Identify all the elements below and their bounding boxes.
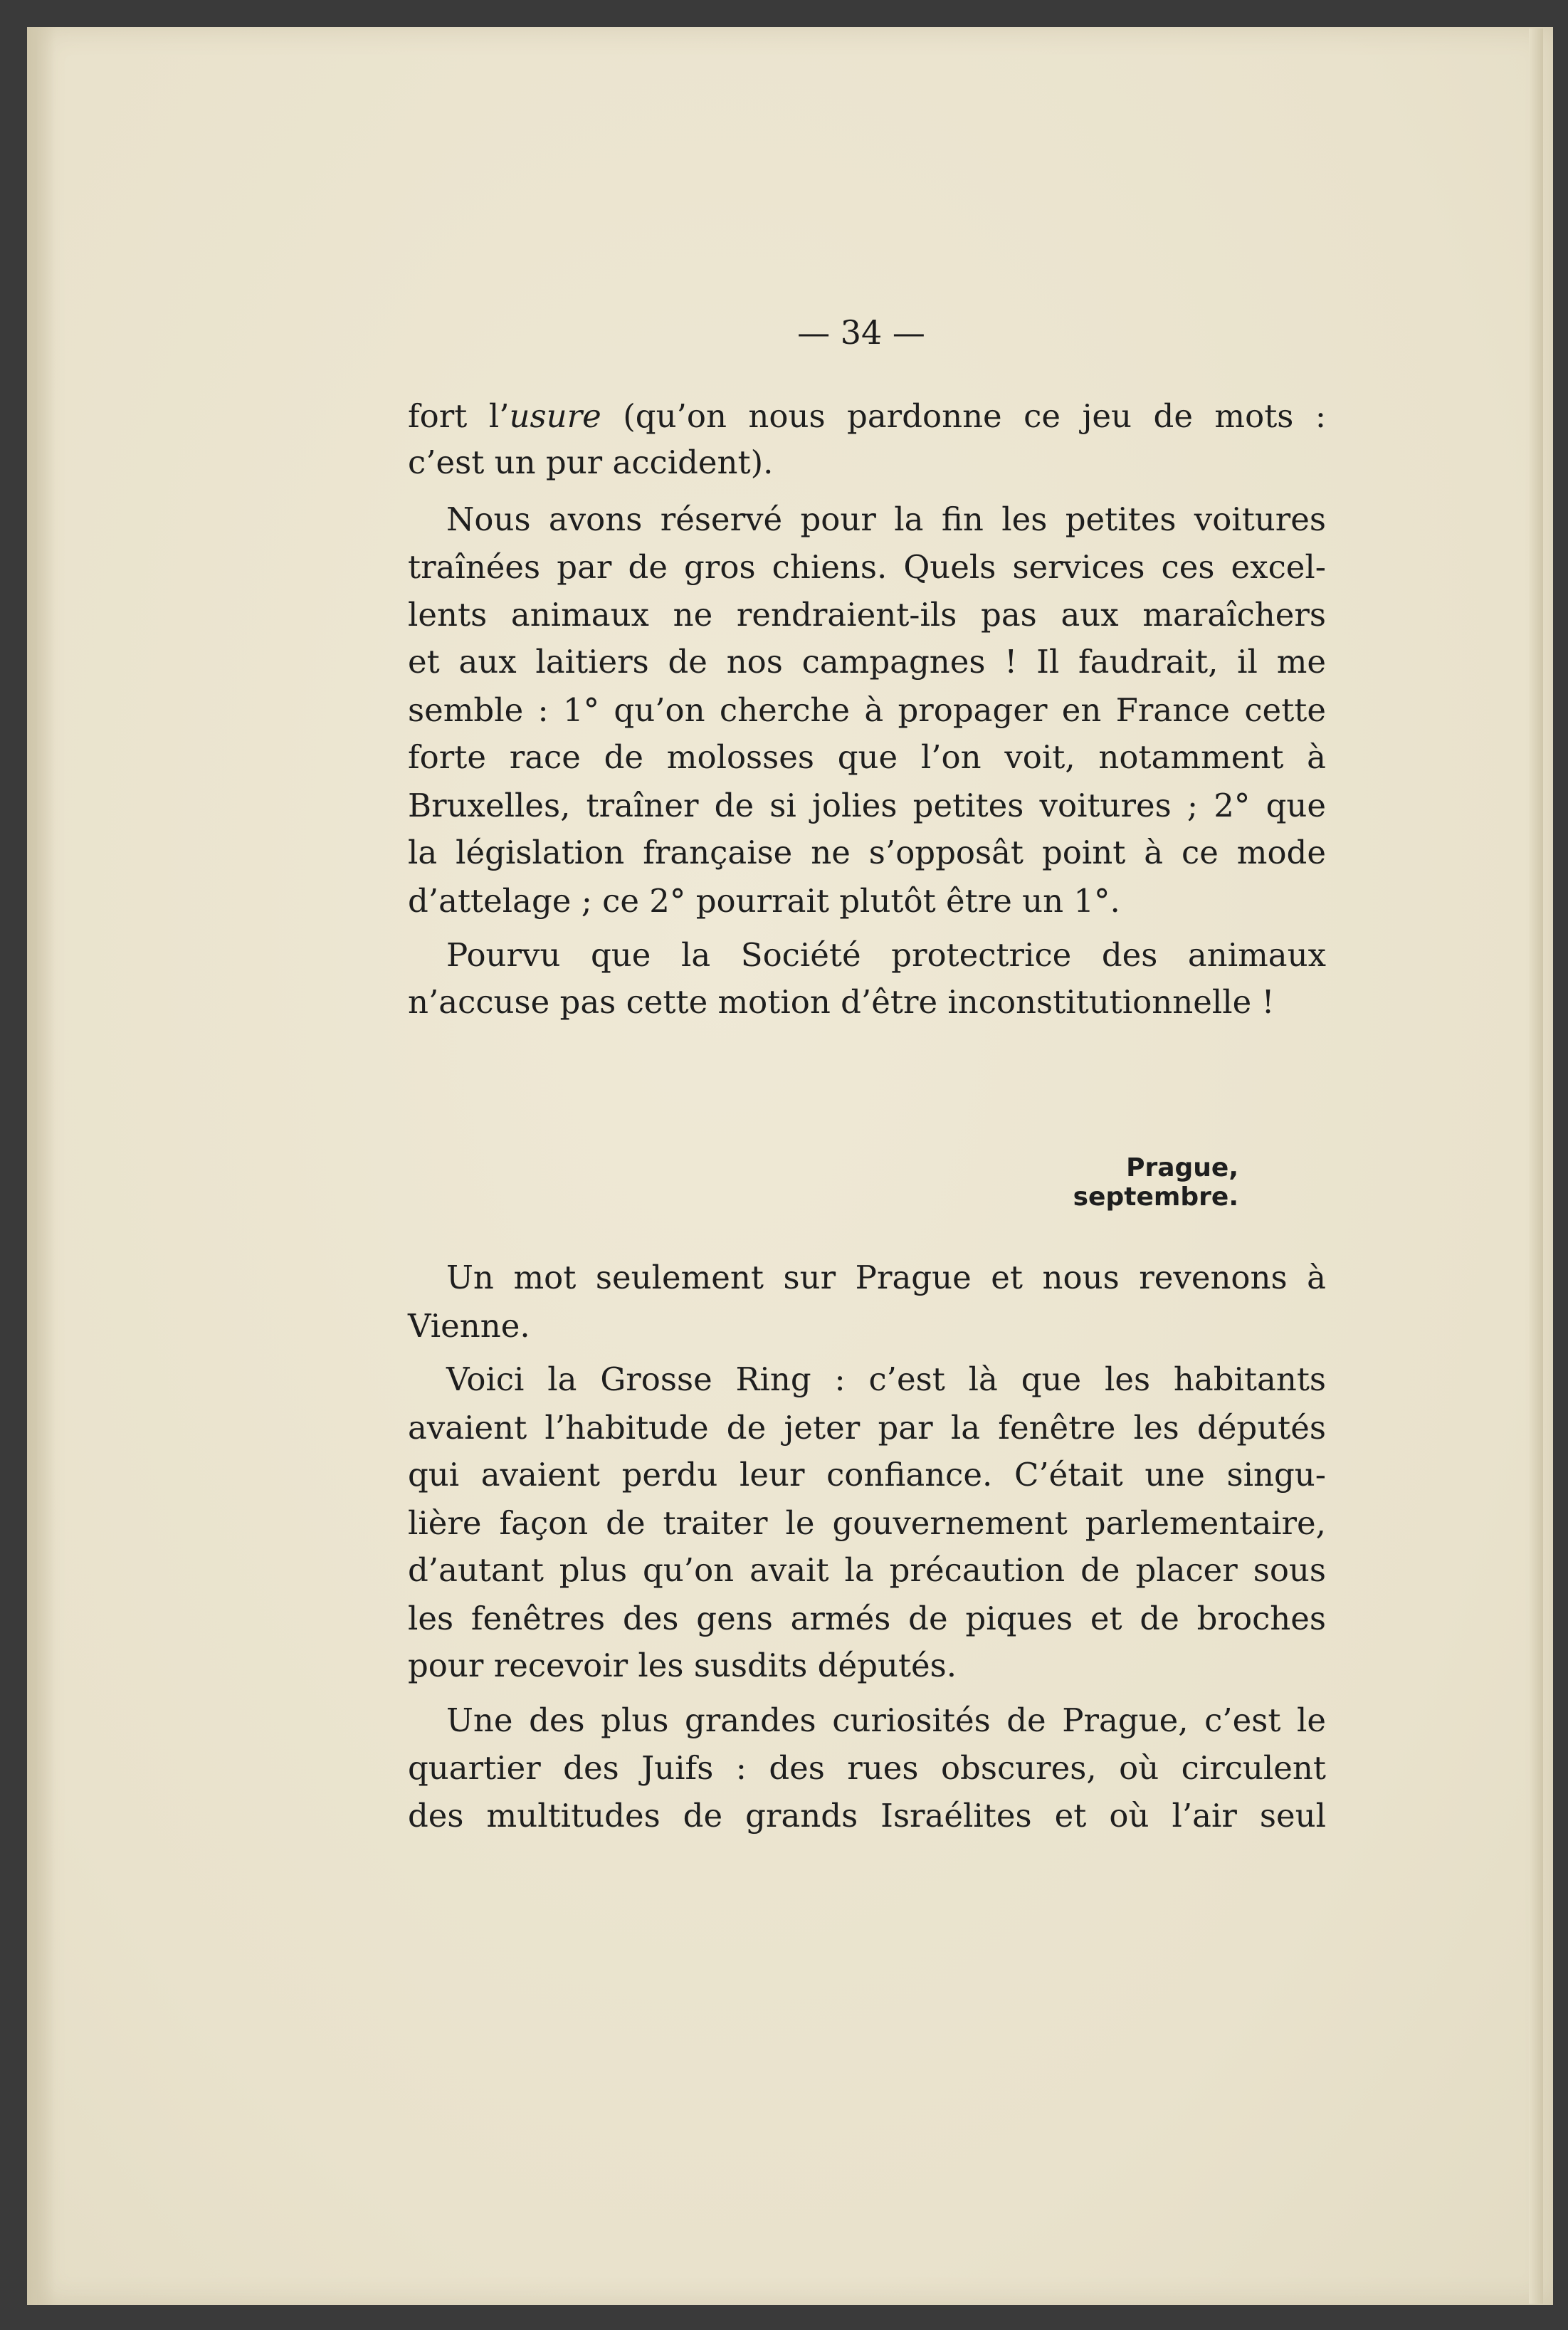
text-line: les fenêtres des gens armés de piques et de broches — [408, 1600, 1326, 1637]
text-line: Nous avons réservé pour la fin les petites voitures — [446, 500, 1326, 538]
text-line: qui avaient perdu leur confiance. C’était une singu- — [408, 1456, 1326, 1494]
italic-word: usure — [509, 397, 601, 435]
dateline: Prague, septembre. — [1073, 1153, 1238, 1212]
book-page — [27, 27, 1553, 2305]
text-line: et aux laitiers de nos campagnes ! Il faudrait, il me — [408, 643, 1326, 681]
text-line: Un mot seulement sur Prague et nous revenons à — [446, 1259, 1326, 1296]
text-line: semble : 1° qu’on cherche à propager en France cette — [408, 691, 1326, 729]
text-line: lière façon de traiter le gouvernement parlementaire, — [408, 1504, 1326, 1542]
text-line: traînées par de gros chiens. Quels services ces excel- — [408, 548, 1326, 586]
page-edge — [1529, 28, 1543, 2304]
text-line: Une des plus grandes curiosités de Prague, c’est le — [446, 1701, 1326, 1739]
text-line: lents animaux ne rendraient-ils pas aux maraîchers — [408, 596, 1326, 634]
text-line: quartier des Juifs : des rues obscures, où circulent — [408, 1749, 1326, 1787]
text-line: Voici la Grosse Ring : c’est là que les habitants — [446, 1360, 1326, 1398]
text-line: des multitudes de grands Israélites et où l’air seul — [408, 1797, 1326, 1835]
text-line: Pourvu que la Société protectrice des animaux — [446, 936, 1326, 974]
text-line: d’attelage ; ce 2° pourrait plutôt être un 1°. — [408, 882, 1120, 920]
page-gutter-shadow — [27, 27, 56, 2305]
text-line: c’est un pur accident). — [408, 444, 774, 481]
text-run: fort l’ — [408, 397, 510, 435]
text-line: forte race de molosses que l’on voit, notamment à — [408, 738, 1326, 776]
text-line: avaient l’habitude de jeter par la fenêtre les députés — [408, 1409, 1326, 1447]
text-line: d’autant plus qu’on avait la précaution de placer sous — [408, 1551, 1326, 1589]
text-line — [408, 395, 1326, 438]
text-line: pour recevoir les susdits députés. — [408, 1647, 957, 1684]
text-line: Bruxelles, traîner de si jolies petites voitures ; 2° que — [408, 787, 1326, 824]
text-line: la législation française ne s’opposât point à ce mode — [408, 834, 1326, 871]
text-run: (qu’on nous pardonne ce jeu de mots : — [623, 397, 1327, 435]
page-number: — 34 — — [797, 313, 925, 352]
text-line: n’accuse pas cette motion d’être inconstitutionnelle ! — [408, 983, 1275, 1021]
text-line: Vienne. — [408, 1307, 530, 1345]
